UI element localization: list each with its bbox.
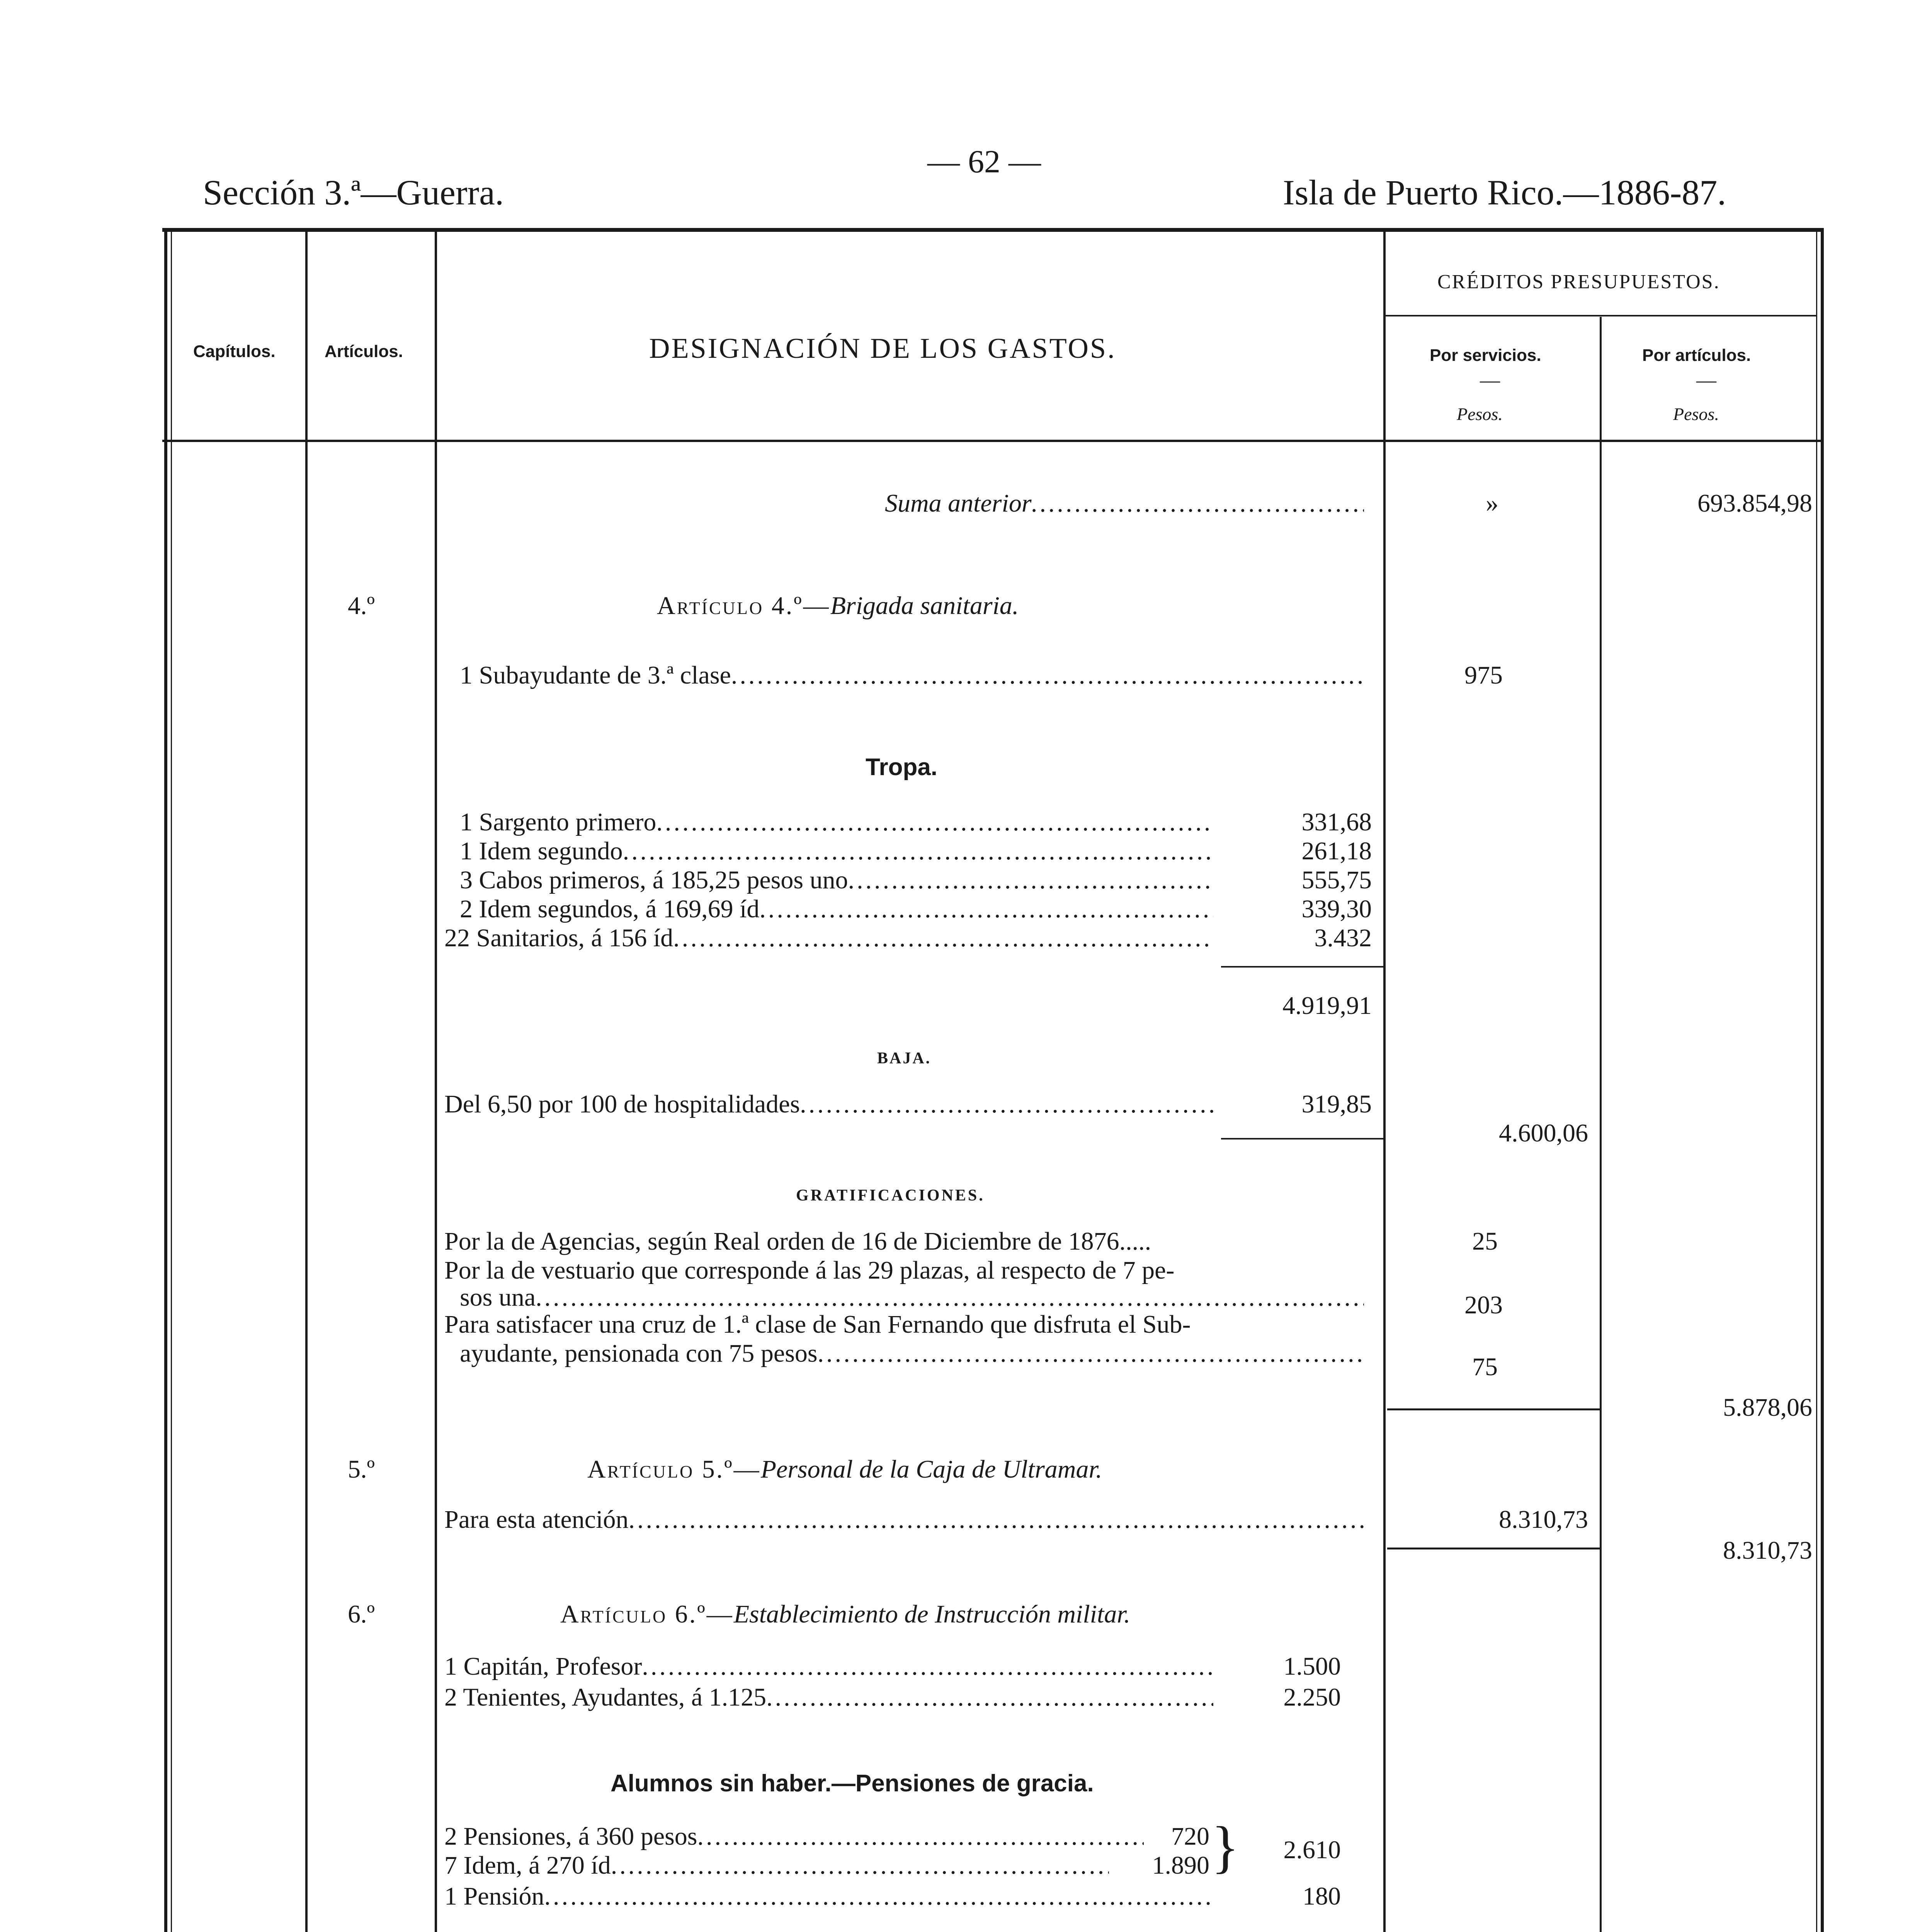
art5-title-text: Personal de la Caja de Ultramar. — [760, 1455, 1102, 1483]
art6-pens-3-val: 180 — [1303, 1882, 1341, 1910]
col-divider-right-inner — [1816, 232, 1817, 1932]
art4-tropa-row-5 — [444, 923, 1213, 953]
col-divider-right-outer — [1821, 228, 1824, 1932]
art4-neto: 4.600,06 — [1499, 1119, 1588, 1147]
art5-row-label: Para esta atención — [444, 1505, 629, 1534]
page-number: — 62 — — [927, 144, 1041, 180]
col-divider-left-inner — [171, 232, 172, 1932]
art4-tropa-label-4: 2 Idem segundos, á 169,69 íd — [460, 895, 760, 923]
art4-grat-2a: Por la de vestuario que corresponde á las 29 plazas, al respecto de 7 pe- — [444, 1256, 1175, 1284]
art4-baja-row — [444, 1090, 1213, 1119]
header-pesos-servicios: Pesos. — [1457, 404, 1503, 424]
art4-grat-2-val: 203 — [1464, 1291, 1503, 1319]
art4-number: 4.º — [348, 592, 375, 620]
art4-tropa-label-5: 22 Sanitarios, á 156 íd — [444, 924, 673, 952]
col-divider-articulos — [435, 232, 437, 1932]
art4-tropa-heading: Tropa. — [866, 754, 938, 781]
creditos-rule — [1385, 315, 1816, 316]
art4-tropa-row-3 — [460, 866, 1213, 895]
art4-subayudante-val: 975 — [1464, 661, 1503, 689]
header-designacion: DESIGNACIÓN DE LOS GASTOS. — [649, 333, 1116, 364]
art4-baja-rule — [1221, 1138, 1383, 1139]
art4-tropa-label-1: 1 Sargento primero — [460, 808, 656, 836]
art6-title — [560, 1600, 1130, 1629]
art6-row-1-val: 1.500 — [1283, 1652, 1341, 1680]
art4-grat-3b: ayudante, pensionada con 75 pesos — [460, 1339, 818, 1367]
art4-grat-3b-row — [460, 1339, 1364, 1368]
suma-anterior-articulos: 693.854,98 — [1697, 489, 1812, 517]
header-por-articulos: Por artículos. — [1642, 346, 1751, 365]
header-creditos: CRÉDITOS PRESUPUESTOS. — [1437, 271, 1720, 293]
art6-pens-1-row — [444, 1822, 1144, 1851]
art4-tropa-val-2: 261,18 — [1301, 837, 1372, 865]
art4-subayudante-row — [460, 661, 1364, 690]
art5-servicios-rule — [1387, 1548, 1600, 1549]
art4-baja-val: 319,85 — [1301, 1090, 1372, 1118]
art6-alumnos-heading: Alumnos sin haber.—Pensiones de gracia. — [611, 1770, 1094, 1797]
art4-tropa-row-1 — [460, 808, 1213, 837]
art6-pens-sum: 2.610 — [1283, 1836, 1341, 1864]
art4-grat-3a: Para satisfacer una cruz de 1.ª clase de San Fernando que disfruta el Sub- — [444, 1310, 1191, 1338]
suma-anterior-row — [885, 489, 1364, 518]
art4-tropa-val-1: 331,68 — [1301, 808, 1372, 836]
col-divider-left-outer — [164, 228, 167, 1932]
header-por-servicios: Por servicios. — [1430, 346, 1541, 365]
art6-pens-3-label: 1 Pensión — [444, 1882, 544, 1910]
art6-row-2-val: 2.250 — [1283, 1683, 1341, 1711]
art4-grat-1: Por la de Agencias, según Real orden de 16 de Diciembre de 1876..... — [444, 1227, 1151, 1255]
col-divider-servicios — [1600, 317, 1602, 1932]
art5-total: 8.310,73 — [1723, 1536, 1812, 1565]
art4-title-text: Brigada sanitaria. — [830, 592, 1019, 620]
art4-grat-1-val: 25 — [1472, 1227, 1498, 1255]
art6-row-2-label: 2 Tenientes, Ayudantes, á 1.125 — [444, 1683, 767, 1711]
art4-baja-heading: BAJA. — [877, 1049, 932, 1067]
art6-pens-2-row — [444, 1851, 1109, 1880]
header-dash-articulos: — — [1696, 369, 1716, 391]
art5-title-prefix: Artículo 5.º— — [587, 1455, 761, 1483]
col-divider-capitulos — [305, 232, 308, 1932]
art5-number: 5.º — [348, 1455, 375, 1483]
section-title: Sección 3.ª—Guerra. — [203, 173, 504, 212]
art4-grat-2b-row — [460, 1283, 1364, 1312]
art6-pens-3-row — [444, 1882, 1213, 1911]
art4-tropa-val-4: 339,30 — [1301, 895, 1372, 923]
art4-tropa-row-2 — [460, 837, 1213, 866]
art6-pens-brace: } — [1211, 1815, 1239, 1879]
art4-tropa-total: 4.919,91 — [1282, 992, 1372, 1020]
suma-anterior-servicios: » — [1486, 489, 1498, 517]
header-pesos-articulos: Pesos. — [1673, 404, 1719, 424]
art6-pens-2-label: 7 Idem, á 270 íd — [444, 1851, 611, 1879]
art4-subayudante-label: 1 Subayudante de 3.ª clase — [460, 661, 731, 689]
art4-grat-3-val: 75 — [1472, 1353, 1498, 1381]
art4-tropa-label-2: 1 Idem segundo — [460, 837, 623, 865]
art6-number: 6.º — [348, 1600, 375, 1628]
art4-title-prefix: Artículo 4.º— — [657, 592, 830, 620]
art6-title-prefix: Artículo 6.º— — [560, 1600, 734, 1628]
art6-row-1-label: 1 Capitán, Profesor — [444, 1652, 642, 1680]
header-articulos: Artículos. — [325, 342, 403, 361]
art6-row-1 — [444, 1652, 1213, 1681]
art4-tropa-val-5: 3.432 — [1314, 924, 1372, 952]
art4-grat-2b: sos una — [460, 1283, 536, 1311]
art4-tropa-sum-rule — [1221, 966, 1383, 968]
art6-pens-1-val: 720 — [1171, 1822, 1209, 1850]
art4-title — [657, 591, 1019, 621]
art4-total: 5.878,06 — [1723, 1393, 1812, 1422]
art4-tropa-label-3: 3 Cabos primeros, á 185,25 pesos uno — [460, 866, 848, 894]
table-top-rule — [162, 228, 1824, 232]
header-bottom-rule — [162, 440, 1824, 442]
art4-tropa-row-4 — [460, 895, 1213, 924]
suma-anterior-label: Suma anterior — [885, 489, 1032, 517]
art6-title-text: Establecimiento de Instrucción militar. — [733, 1600, 1131, 1628]
document-title: Isla de Puerto Rico.—1886-87. — [1283, 173, 1726, 212]
col-divider-designacion — [1383, 232, 1386, 1932]
art5-row-val: 8.310,73 — [1499, 1505, 1588, 1534]
header-capitulos: Capítulos. — [193, 342, 276, 361]
art6-row-2 — [444, 1683, 1213, 1712]
art4-grat-heading: GRATIFICACIONES. — [796, 1187, 985, 1204]
art5-title — [587, 1455, 1102, 1484]
art4-tropa-val-3: 555,75 — [1301, 866, 1372, 894]
art6-pens-1-label: 2 Pensiones, á 360 pesos — [444, 1822, 697, 1850]
art4-servicios-rule — [1387, 1408, 1600, 1410]
art5-row — [444, 1505, 1364, 1534]
art6-pens-2-val: 1.890 — [1152, 1851, 1209, 1879]
art4-baja-label: Del 6,50 por 100 de hospitalidades — [444, 1090, 800, 1118]
header-dash-servicios: — — [1480, 369, 1500, 391]
